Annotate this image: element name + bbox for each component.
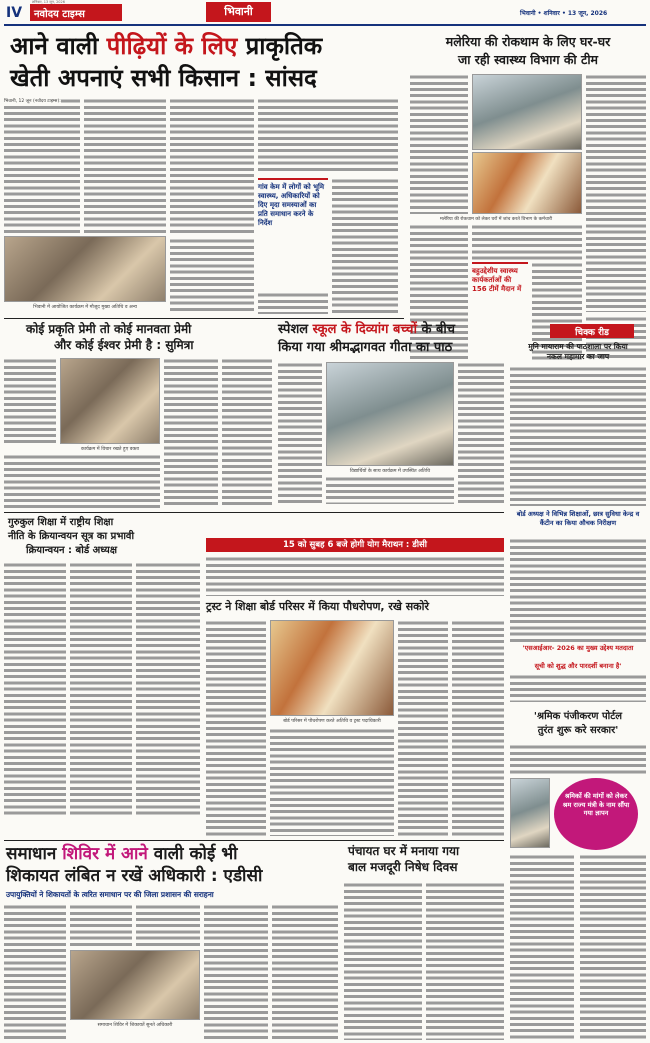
labour-headline-2: तुरंत शुरू करे सरकार' xyxy=(537,725,619,736)
nature-headline-1: कोई प्रकृति प्रेमी तो कोई मानवता प्रेमी xyxy=(26,322,192,336)
masthead-date: शनिवार, 13 जून, 2026 xyxy=(32,0,65,4)
malaria-box-text: बहुउद्देशीय स्वास्थ्य कार्यकर्ताओं की 156 टीमें मैदान में xyxy=(472,267,522,293)
labour-badge xyxy=(554,778,638,850)
panchayat-headline-2: बाल मजदूरी निषेध दिवस xyxy=(348,860,458,874)
malaria-box xyxy=(472,262,528,326)
raid-story xyxy=(510,322,646,702)
nature-caption: कार्यक्रम में विचार रखते हुए वक्ता xyxy=(81,447,139,452)
page-number: IV xyxy=(6,5,23,21)
samadhan-sub: उपायुक्तियों ने शिकायतों के त्वरित समाधान पर की जिला प्रशासन की सराहना xyxy=(6,890,214,899)
nature-headline-2: और कोई ईश्वर प्रेमी है : सुमित्रा xyxy=(54,338,194,352)
nature-story xyxy=(4,322,272,508)
lead-body-col7 xyxy=(258,292,328,314)
samadhan-caption: समाधान शिविर में शिकायतें सुनते अधिकारी xyxy=(97,1023,173,1028)
nature-photo xyxy=(60,358,160,444)
sir-headline-1: 'एसआईआर- 2026 का मुख्य उद्देश्य मतदाता xyxy=(522,644,634,652)
panchayat-headline-1: पंचायत घर में मनाया गया xyxy=(348,844,460,858)
masthead xyxy=(0,0,650,26)
labour-photo xyxy=(510,778,550,848)
lead-body-col3 xyxy=(170,98,254,234)
lead-body-col5 xyxy=(332,178,398,314)
samadhan-body-col5 xyxy=(272,904,338,1040)
samadhan-headline-2: शिकायत लंबित न रखें अधिकारी : एडीसी xyxy=(6,866,263,886)
gurukul-headline-1: गुरुकुल शिक्षा में राष्ट्रीय शिक्षा xyxy=(8,517,114,528)
trust-headline: ट्रस्ट ने शिक्षा बोर्ड परिसर में किया पौधरोपण, रखे सकोरे xyxy=(206,600,429,613)
lead-dateline: भिवानी, 12 जून (नवोदय टाइम्स): xyxy=(4,99,61,104)
gurukul-body-col3 xyxy=(136,562,200,816)
school-body-col3 xyxy=(326,476,454,504)
lead-body-col6 xyxy=(170,238,254,314)
yoga-body xyxy=(206,556,504,596)
panchayat-body-col1 xyxy=(344,882,422,1040)
panchayat-body-col2 xyxy=(426,882,504,1040)
lead-story xyxy=(4,30,404,316)
samadhan-headline-1: समाधान शिविर में आने वाली कोई भी xyxy=(6,844,238,864)
trust-photo xyxy=(270,620,394,716)
labour-story xyxy=(510,710,646,1040)
school-caption: विद्यार्थियों के साथ कार्यक्रम में उपस्थित अतिथि xyxy=(349,469,431,474)
lead-photo xyxy=(4,236,166,302)
panchayat-story xyxy=(344,844,504,1040)
malaria-photo-1 xyxy=(472,74,582,150)
samadhan-body-col4 xyxy=(204,904,268,1040)
divider-1 xyxy=(4,318,404,319)
gurukul-headline-3: क्रियान्वयन : बोर्ड अध्यक्ष xyxy=(26,545,118,556)
labour-body-1 xyxy=(510,744,646,774)
lead-body-col2 xyxy=(84,98,166,234)
samadhan-story xyxy=(4,844,338,1040)
section-name: भिवानी xyxy=(206,2,271,22)
gurukul-headline-2: नीति के क्रियान्वयन सूत्र का प्रभावी xyxy=(8,531,135,542)
malaria-headline-1: मलेरिया की रोकथाम के लिए घर-घर xyxy=(445,34,611,49)
school-headline-1: स्पेशल स्कूल के दिव्यांग बच्चों के बीच xyxy=(278,322,456,337)
nature-body-col4 xyxy=(4,454,160,508)
trust-body-col2 xyxy=(398,620,448,836)
divider-3 xyxy=(4,840,504,841)
samadhan-body-col3 xyxy=(136,904,200,948)
school-body-col2 xyxy=(458,362,504,504)
labour-badge-text: श्रमिकों की मांगों को लेकर श्रम राज्य मंत्री के नाम सौंपा गया ज्ञापन xyxy=(562,792,630,817)
malaria-photo-caption: मलेरिया की रोकथाम को लेकर घरों में जांच करते विभाग के कर्मचारी xyxy=(439,217,553,222)
trust-story xyxy=(206,600,504,836)
school-photo xyxy=(326,362,454,466)
gurukul-body-col2 xyxy=(70,562,132,816)
lead-body-col1 xyxy=(4,98,80,234)
divider-2 xyxy=(4,512,504,513)
school-headline-2: किया गया श्रीमद्भागवत गीता का पाठ xyxy=(278,340,453,355)
labour-headline-1: 'श्रमिक पंजीकरण पोर्टल xyxy=(533,711,623,722)
sir-body xyxy=(510,674,646,702)
gurukul-story xyxy=(4,516,200,816)
trust-body-col1 xyxy=(206,620,266,836)
samadhan-photo xyxy=(70,950,200,1020)
masthead-rule xyxy=(4,24,646,26)
lead-headline-1: आने वाली पीढ़ियों के लिए प्राकृतिक xyxy=(10,32,323,60)
lead-quote: गांव केम में लोगों को भूमि स्वास्थ्य, अधिकारियों को दिए मृदा समस्याओं का प्रति समाधान करने के निर्देश xyxy=(258,183,325,227)
yoga-ticker xyxy=(206,538,504,552)
malaria-headline-2: जा रही स्वास्थ्य विभाग की टीम xyxy=(457,52,599,67)
raid-body-1 xyxy=(510,366,646,506)
malaria-photo-2 xyxy=(472,152,582,214)
raid-headline-1: मुनि मायाराम की पाठशाला पर किया xyxy=(528,342,628,351)
paper-name: नवोदय टाइम्स xyxy=(30,4,122,21)
nature-body-col2 xyxy=(164,358,218,508)
trust-caption: बोर्ड परिसर में पौधरोपण करते अतिथि व ट्रस्ट पदाधिकारी xyxy=(283,719,381,724)
school-body-col1 xyxy=(278,362,322,504)
yoga-ticker-text: 15 को सुबह 6 बजे होगी योग मैराथन : डीसी xyxy=(282,540,427,550)
raid-subhead: बोर्ड अध्यक्ष ने विभिन्न शिक्षाओं, छात्र सुविधा केन्द्र व कैंटीन का किया औचक निरीक्षण xyxy=(516,510,640,527)
lead-photo-caption: भिवानी में आयोजित कार्यक्रम में मौजूद मुख्य अतिथि व अन्य xyxy=(33,305,137,310)
lead-body-col4 xyxy=(258,98,398,172)
malaria-body-col1 xyxy=(410,74,468,214)
trust-body-col4 xyxy=(270,728,394,836)
gurukul-body-col1 xyxy=(4,562,66,816)
raid-headline-2: नकल महामार का जाप xyxy=(546,352,610,361)
labour-body-2 xyxy=(510,854,574,1040)
right-dateline: भिवानी • शनिवार • 13 जून, 2026 xyxy=(520,10,608,17)
raid-label: चिक्क रीड xyxy=(550,324,634,338)
nature-body-col3 xyxy=(222,358,272,508)
trust-body-col3 xyxy=(452,620,504,836)
lead-headline-2: खेती अपनाएं सभी किसान : सांसद xyxy=(10,64,317,92)
school-story xyxy=(278,322,504,508)
malaria-body-col4 xyxy=(472,224,582,260)
samadhan-body-col2 xyxy=(70,904,132,948)
raid-body-2 xyxy=(510,538,646,642)
samadhan-body-col1 xyxy=(4,904,66,1040)
labour-body-3 xyxy=(580,854,646,1040)
sir-headline-2: सूची को शुद्ध और पारदर्शी बनाना है' xyxy=(534,662,622,670)
malaria-story xyxy=(410,30,646,360)
lead-quote-box xyxy=(258,178,328,288)
malaria-body-col2 xyxy=(586,74,646,312)
nature-body-col1 xyxy=(4,358,56,444)
